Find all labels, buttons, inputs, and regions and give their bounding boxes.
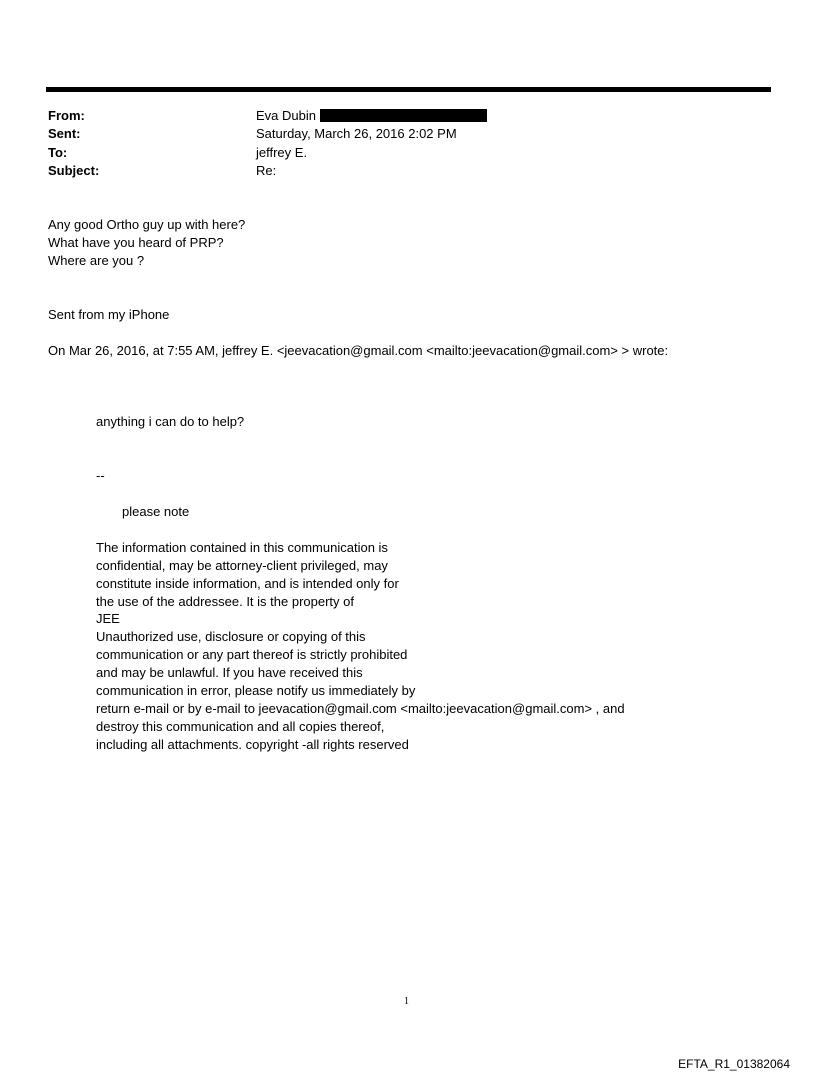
quote-header: On Mar 26, 2016, at 7:55 AM, jeffrey E. <jeevacation@gmail.com <mailto:jeevacation@gmail.com> > wrote: xyxy=(48,343,669,358)
from-value xyxy=(256,108,487,123)
disclaimer-line: confidential, may be attorney-client privileged, may xyxy=(96,558,388,573)
disclaimer-line: return e-mail or by e-mail to jeevacation@gmail.com <mailto:jeevacation@gmail.com> , and xyxy=(96,701,625,716)
disclaimer-line: destroy this communication and all copies thereof, xyxy=(96,719,385,734)
redaction-box xyxy=(320,109,487,122)
quoted-separator: -- xyxy=(96,468,105,483)
page-number: 1 xyxy=(404,996,409,1007)
disclaimer-line: The information contained in this communication is xyxy=(96,540,388,555)
header-rule xyxy=(46,87,771,92)
from-name: Eva Dubin xyxy=(256,108,316,123)
disclaimer-line: Unauthorized use, disclosure or copying of this xyxy=(96,629,366,644)
subject-value: Re: xyxy=(256,163,277,178)
disclaimer-line: including all attachments. copyright -all rights reserved xyxy=(96,737,409,752)
subject-label: Subject: xyxy=(48,163,100,178)
quoted-message: anything i can do to help? xyxy=(96,414,245,429)
disclaimer-line: JEE xyxy=(96,611,120,626)
bates-number: EFTA_R1_01382064 xyxy=(678,1057,790,1071)
disclaimer-line: communication in error, please notify us immediately by xyxy=(96,683,416,698)
from-label: From: xyxy=(48,108,85,123)
signature: Sent from my iPhone xyxy=(48,307,170,322)
disclaimer-line: the use of the addressee. It is the property of xyxy=(96,594,354,609)
to-label: To: xyxy=(48,145,68,160)
body-line: Any good Ortho guy up with here? xyxy=(48,217,246,232)
disclaimer-line: and may be unlawful. If you have received this xyxy=(96,665,363,680)
to-value: jeffrey E. xyxy=(256,145,308,160)
body-line: Where are you ? xyxy=(48,253,145,268)
disclaimer-line: communication or any part thereof is strictly prohibited xyxy=(96,647,408,662)
quoted-note: please note xyxy=(122,504,190,519)
disclaimer-line: constitute inside information, and is intended only for xyxy=(96,576,399,591)
sent-value: Saturday, March 26, 2016 2:02 PM xyxy=(256,126,457,141)
body-line: What have you heard of PRP? xyxy=(48,235,224,250)
sent-label: Sent: xyxy=(48,126,81,141)
